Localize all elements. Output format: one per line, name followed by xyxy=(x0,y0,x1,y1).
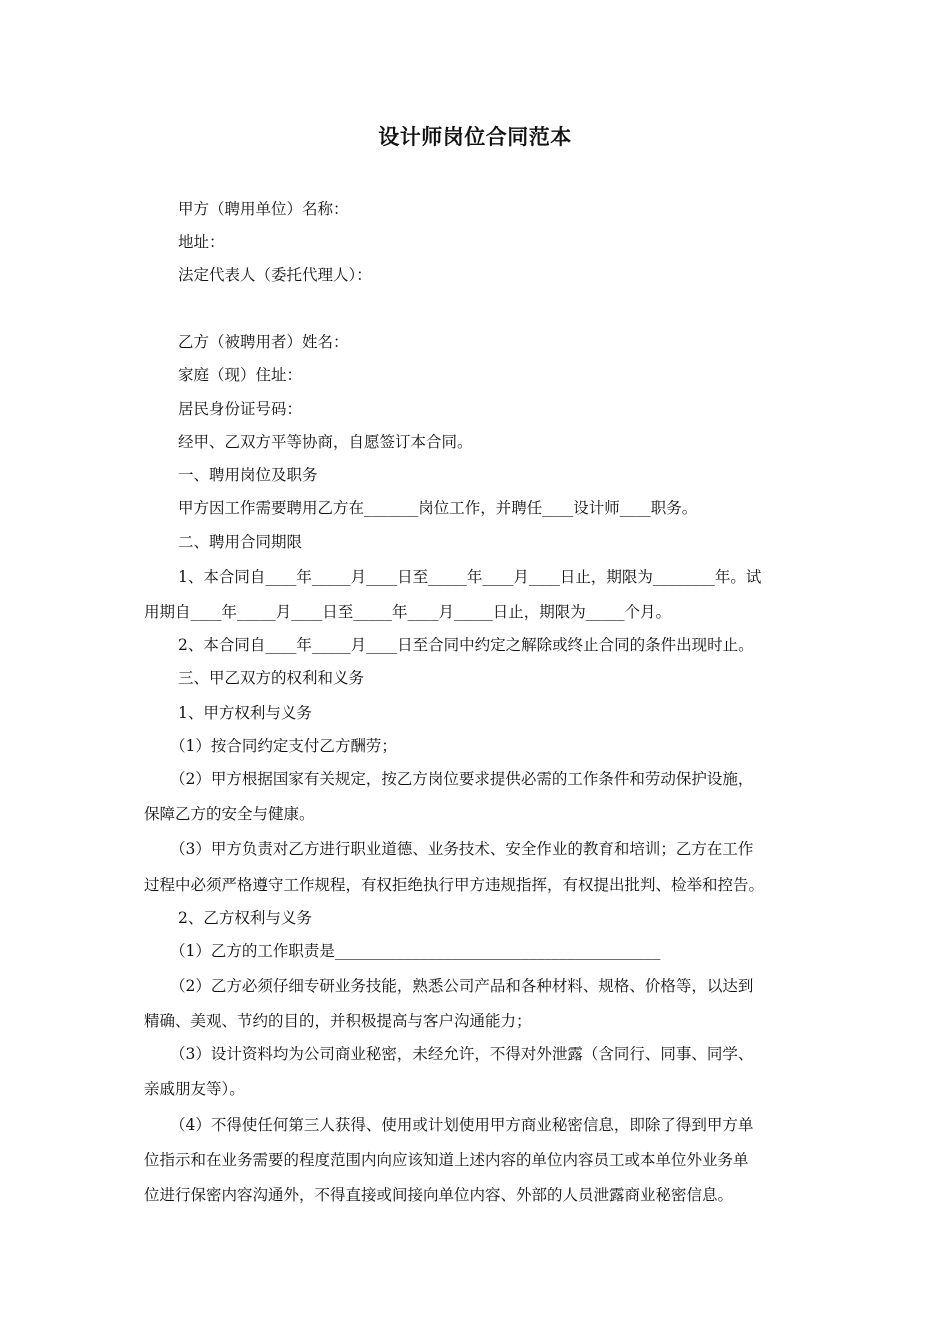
paragraph-line: （1）按合同约定支付乙方酬劳； xyxy=(170,737,397,755)
paragraph-line: （1）乙方的工作职责是__________________________________________ xyxy=(170,942,661,960)
paragraph-line: （4）不得使任何第三人获得、使用或计划使用甲方商业秘密信息，即除了得到甲方单 xyxy=(170,1116,754,1134)
paragraph-line: （3）甲方负责对乙方进行职业道德、业务技术、安全作业的教育和培训；乙方在工作 xyxy=(170,840,754,858)
paragraph-line: 用期自____年_____月____日至_____年____月_____日止，期限为_____个月。 xyxy=(144,603,672,621)
party-b-name-line: 乙方（被聘用者）姓名： xyxy=(178,333,349,351)
paragraph-line: （2）乙方必须仔细专研业务技能，熟悉公司产品和各种材料、规格、价格等，以达到 xyxy=(170,977,754,995)
section-heading-1: 一、聘用岗位及职务 xyxy=(178,466,318,484)
paragraph-line: 位指示和在业务需要的程度范围内向应该知道上述内容的单位内容员工或本单位外业务单 xyxy=(144,1151,749,1169)
party-a-name-line: 甲方（聘用单位）名称： xyxy=(178,200,349,218)
paragraph-line: （3）设计资料均为公司商业秘密，未经允许，不得对外泄露（含同行、同事、同学、 xyxy=(170,1045,754,1063)
party-b-address-line: 家庭（现）住址： xyxy=(178,366,303,384)
paragraph-line: 甲方因工作需要聘用乙方在_______岗位工作，并聘任____设计师____职务。 xyxy=(178,499,698,517)
subsection-heading: 2、乙方权利与义务 xyxy=(178,909,312,927)
paragraph-line: 位进行保密内容沟通外，不得直接或间接向单位内容、外部的人员泄露商业秘密信息。 xyxy=(144,1186,734,1204)
paragraph-line: 精确、美观、节约的目的，并积极提高与客户沟通能力； xyxy=(144,1012,532,1030)
paragraph-line: 保障乙方的安全与健康。 xyxy=(144,805,315,823)
paragraph-line: 1、本合同自____年_____月____日至_____年____月____日止，期限为________年。试 xyxy=(178,568,762,586)
paragraph-line: 过程中必须严格遵守工作规程，有权拒绝执行甲方违规指挥，有权提出批判、检举和控告。 xyxy=(144,876,765,894)
document-title: 设计师岗位合同范本 xyxy=(378,125,572,149)
section-heading-3: 三、甲乙双方的权利和义务 xyxy=(178,669,365,687)
legal-representative-line: 法定代表人（委托代理人）： xyxy=(178,266,372,284)
paragraph-line: （2）甲方根据国家有关规定，按乙方岗位要求提供必需的工作条件和劳动保护设施， xyxy=(170,770,754,788)
party-a-address-line: 地址： xyxy=(178,233,225,251)
paragraph-line: 亲戚朋友等）。 xyxy=(144,1080,245,1098)
section-heading-2: 二、聘用合同期限 xyxy=(178,533,303,551)
agreement-statement: 经甲、乙双方平等协商，自愿签订本合同。 xyxy=(178,433,473,451)
id-number-line: 居民身份证号码： xyxy=(178,400,303,418)
subsection-heading: 1、甲方权利与义务 xyxy=(178,704,312,722)
paragraph-line: 2、本合同自____年_____月____日至合同中约定之解除或终止合同的条件出现时止。 xyxy=(178,636,754,654)
